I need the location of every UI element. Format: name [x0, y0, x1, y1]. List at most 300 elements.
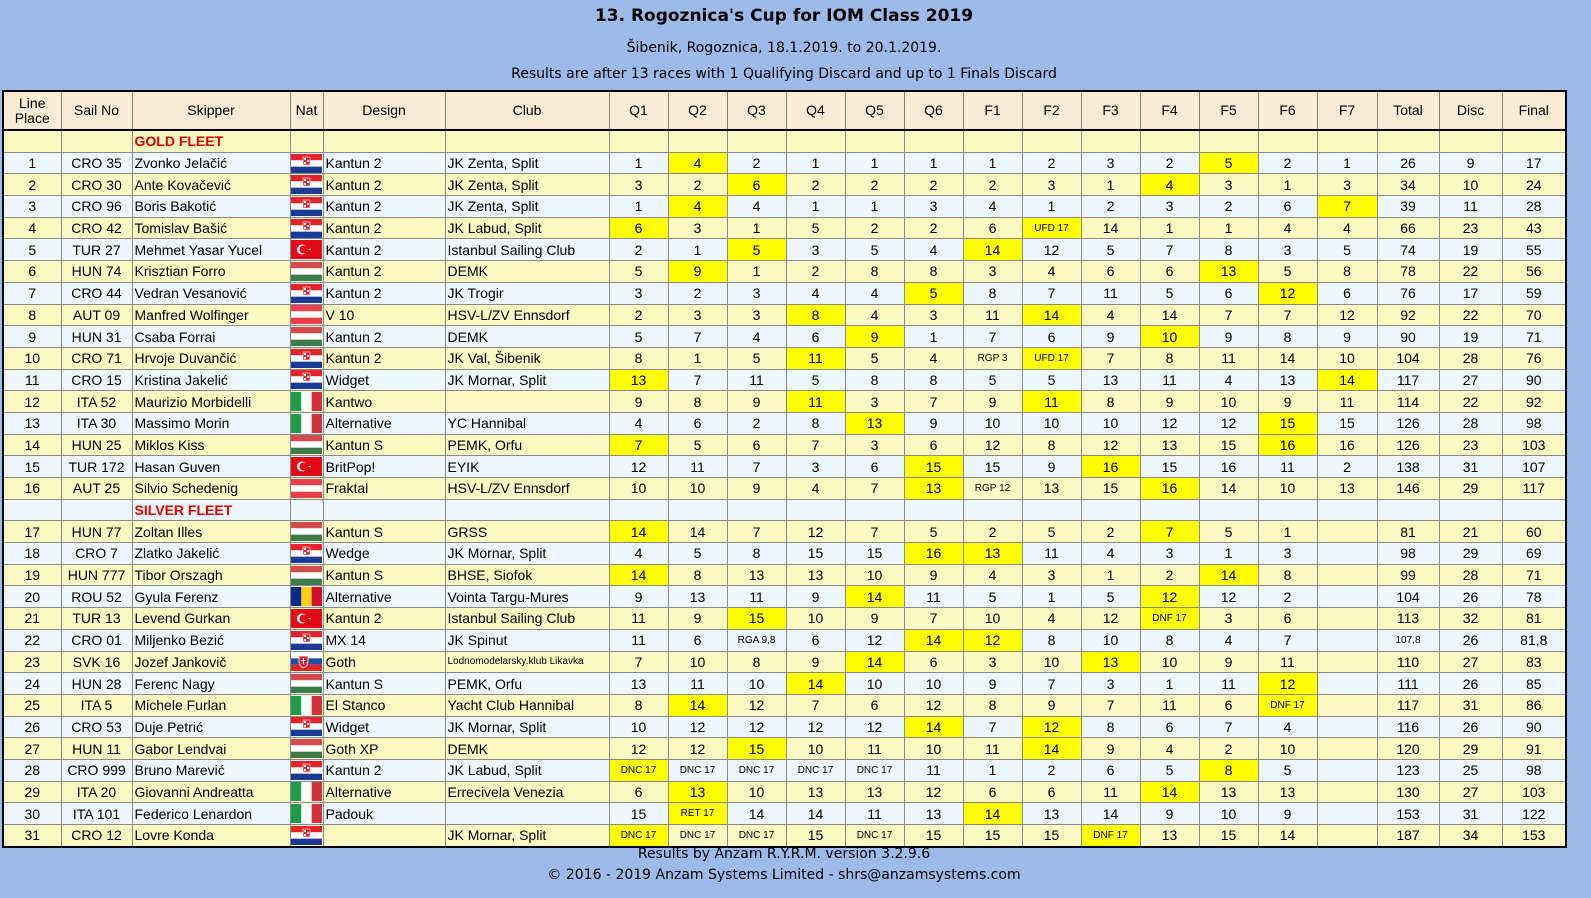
- boat-design: El Stanco: [323, 694, 445, 716]
- race-score-f4: 4: [1140, 738, 1199, 760]
- hungary-flag-icon: [291, 739, 322, 755]
- fleet-name: GOLD FLEET: [134, 133, 224, 150]
- column-header-q6: Q6: [904, 91, 963, 130]
- total-points: 126: [1377, 412, 1439, 434]
- race-score-f3: 12: [1081, 434, 1140, 456]
- race-score-q5: 14: [845, 586, 904, 608]
- race-score-f5: 15: [1199, 434, 1258, 456]
- result-row: [3, 543, 1566, 565]
- race-score-f7: 6: [1317, 282, 1377, 304]
- race-score-q3: 15: [727, 608, 786, 630]
- race-score-q5: 12: [845, 716, 904, 738]
- discard-points: 22: [1439, 261, 1502, 283]
- race-score-f1: 8: [963, 282, 1022, 304]
- race-score-f5: 12: [1199, 586, 1258, 608]
- boat-design: Kantun 2: [323, 326, 445, 348]
- race-score-f3: 6: [1081, 759, 1140, 781]
- nationality-flag: [290, 651, 323, 673]
- race-score-q1: 15: [609, 803, 668, 825]
- race-score-f3: 6: [1081, 261, 1140, 283]
- skipper-name: Giovanni Andreatta: [132, 781, 290, 803]
- race-score-f2: 12: [1022, 239, 1081, 261]
- final-points: 76: [1502, 347, 1566, 369]
- race-score-q6: 11: [904, 759, 963, 781]
- column-header-f5: F5: [1199, 91, 1258, 130]
- total-points: 26: [1377, 152, 1439, 174]
- race-score-f1: 13: [963, 543, 1022, 565]
- column-header-sail-no: Sail No: [61, 91, 132, 130]
- results-note: Results are after 13 races with 1 Qualifying Discard and up to 1 Finals Discard: [511, 66, 1057, 82]
- nationality-flag: [290, 564, 323, 586]
- sail-number: ROU 52: [61, 586, 132, 608]
- result-row: [3, 174, 1566, 196]
- empty-cell: [668, 499, 727, 521]
- race-score-f2: 5: [1022, 369, 1081, 391]
- nationality-flag: [290, 825, 323, 847]
- race-score-f1: 7: [963, 716, 1022, 738]
- sail-number: TUR 13: [61, 608, 132, 630]
- race-score-f3: 10: [1081, 629, 1140, 651]
- hungary-flag-icon: [291, 327, 322, 343]
- race-score-q3: 4: [727, 196, 786, 218]
- race-score-f3: 12: [1081, 608, 1140, 630]
- race-score-q5: 8: [845, 261, 904, 283]
- final-points: 98: [1502, 759, 1566, 781]
- boat-design: V 10: [323, 304, 445, 326]
- race-score-f5: 7: [1199, 716, 1258, 738]
- boat-design: Fraktal: [323, 478, 445, 500]
- empty-cell: [1502, 130, 1566, 152]
- race-score-f7: [1317, 825, 1377, 847]
- discard-points: 19: [1439, 239, 1502, 261]
- race-score-f7: [1317, 521, 1377, 543]
- sail-number: CRO 35: [61, 152, 132, 174]
- empty-cell: [786, 130, 845, 152]
- sail-number: CRO 71: [61, 347, 132, 369]
- race-score-q4: 9: [786, 586, 845, 608]
- race-score-q1: 13: [609, 673, 668, 695]
- fleet-name-cell: [132, 130, 290, 152]
- race-score-q2: 4: [668, 196, 727, 218]
- club-name: JK Labud, Split: [445, 759, 609, 781]
- club-name: [445, 803, 609, 825]
- race-score-f5: 3: [1199, 174, 1258, 196]
- race-score-q3: 2: [727, 152, 786, 174]
- race-score-q4: 10: [786, 608, 845, 630]
- race-score-f1: 6: [963, 781, 1022, 803]
- race-score-q2: DNC 17: [668, 759, 727, 781]
- race-score-q3: 4: [727, 326, 786, 348]
- empty-cell: [963, 130, 1022, 152]
- croatia-flag-icon: [291, 349, 322, 365]
- race-score-f3: 1: [1081, 174, 1140, 196]
- race-score-q1: 9: [609, 586, 668, 608]
- race-score-f3: 4: [1081, 543, 1140, 565]
- sail-number: HUN 11: [61, 738, 132, 760]
- race-score-f2: 14: [1022, 738, 1081, 760]
- race-score-q6: 10: [904, 673, 963, 695]
- column-header-f3: F3: [1081, 91, 1140, 130]
- race-score-q4: 11: [786, 391, 845, 413]
- club-name: PEMK, Orfu: [445, 434, 609, 456]
- empty-cell: [904, 499, 963, 521]
- final-points: 17: [1502, 152, 1566, 174]
- result-row: [3, 803, 1566, 825]
- race-score-q3: 1: [727, 217, 786, 239]
- total-points: 111: [1377, 673, 1439, 695]
- race-score-q5: 2: [845, 174, 904, 196]
- race-score-f5: 11: [1199, 673, 1258, 695]
- race-score-f2: 8: [1022, 434, 1081, 456]
- line-place: 17: [3, 521, 61, 543]
- race-score-q2: 7: [668, 326, 727, 348]
- race-score-f3: 11: [1081, 781, 1140, 803]
- race-score-q6: 8: [904, 369, 963, 391]
- final-points: 81: [1502, 608, 1566, 630]
- footer-copyright: © 2016 - 2019 Anzam Systems Limited - shrs@anzamsystems.com: [547, 867, 1021, 883]
- boat-design: Kantun 2: [323, 239, 445, 261]
- total-points: 104: [1377, 586, 1439, 608]
- empty-cell: [904, 130, 963, 152]
- discard-points: 26: [1439, 586, 1502, 608]
- nationality-flag: [290, 673, 323, 695]
- line-place: 20: [3, 586, 61, 608]
- race-score-q4: 12: [786, 716, 845, 738]
- race-score-f2: 5: [1022, 521, 1081, 543]
- club-name: BHSE, Siofok: [445, 564, 609, 586]
- boat-design: Kantun 2: [323, 261, 445, 283]
- line-place: 25: [3, 694, 61, 716]
- line-place: 12: [3, 391, 61, 413]
- empty-cell: [290, 130, 323, 152]
- sail-number: ITA 20: [61, 781, 132, 803]
- boat-design: [323, 825, 445, 847]
- boat-design: Kantun S: [323, 673, 445, 695]
- race-score-q5: 3: [845, 434, 904, 456]
- race-score-q6: 7: [904, 608, 963, 630]
- nationality-flag: [290, 543, 323, 565]
- race-score-q3: 2: [727, 412, 786, 434]
- column-header-total: Total: [1377, 91, 1439, 130]
- column-header-disc: Disc: [1439, 91, 1502, 130]
- club-name: DEMK: [445, 326, 609, 348]
- race-score-f4: 13: [1140, 434, 1199, 456]
- total-points: 114: [1377, 391, 1439, 413]
- discard-points: 26: [1439, 629, 1502, 651]
- final-points: 122: [1502, 803, 1566, 825]
- discard-points: 25: [1439, 759, 1502, 781]
- race-score-f6: 15: [1258, 412, 1317, 434]
- race-score-f6: 6: [1258, 608, 1317, 630]
- race-score-q5: 1: [845, 152, 904, 174]
- column-header-q3: Q3: [727, 91, 786, 130]
- final-points: 103: [1502, 434, 1566, 456]
- race-score-f7: 5: [1317, 239, 1377, 261]
- race-score-q3: DNC 17: [727, 825, 786, 847]
- race-score-q6: 8: [904, 261, 963, 283]
- nationality-flag: [290, 347, 323, 369]
- line-place: 18: [3, 543, 61, 565]
- skipper-name: Bruno Marević: [132, 759, 290, 781]
- race-score-q6: 7: [904, 391, 963, 413]
- result-row: [3, 261, 1566, 283]
- race-score-f5: 8: [1199, 239, 1258, 261]
- result-row: [3, 629, 1566, 651]
- race-score-f1: 3: [963, 651, 1022, 673]
- page-title: 13. Rogoznica's Cup for IOM Class 2019: [594, 6, 974, 26]
- race-score-q1: 1: [609, 196, 668, 218]
- race-score-q6: 4: [904, 239, 963, 261]
- final-points: 56: [1502, 261, 1566, 283]
- race-score-q1: 7: [609, 434, 668, 456]
- boat-design: Widget: [323, 369, 445, 391]
- boat-design: Widget: [323, 716, 445, 738]
- race-score-q3: 13: [727, 564, 786, 586]
- discard-points: 28: [1439, 412, 1502, 434]
- empty-cell: [61, 499, 132, 521]
- race-score-f7: 15: [1317, 412, 1377, 434]
- race-score-q1: 9: [609, 391, 668, 413]
- result-row: [3, 673, 1566, 695]
- result-row: [3, 521, 1566, 543]
- race-score-q4: 3: [786, 239, 845, 261]
- race-score-f6: 8: [1258, 564, 1317, 586]
- sail-number: ITA 101: [61, 803, 132, 825]
- empty-cell: [1377, 499, 1439, 521]
- discard-points: 32: [1439, 608, 1502, 630]
- result-row: [3, 586, 1566, 608]
- race-score-q5: 6: [845, 456, 904, 478]
- final-points: 153: [1502, 825, 1566, 847]
- croatia-flag-icon: [291, 197, 322, 213]
- race-score-f5: 14: [1199, 564, 1258, 586]
- empty-cell: [1022, 499, 1081, 521]
- race-score-f2: 3: [1022, 564, 1081, 586]
- race-score-f1: 2: [963, 174, 1022, 196]
- race-score-q3: 5: [727, 347, 786, 369]
- race-score-f7: 10: [1317, 347, 1377, 369]
- final-points: 43: [1502, 217, 1566, 239]
- sail-number: CRO 42: [61, 217, 132, 239]
- race-score-f4: 5: [1140, 759, 1199, 781]
- boat-design: Kantun 2: [323, 347, 445, 369]
- nationality-flag: [290, 326, 323, 348]
- empty-cell: [323, 130, 445, 152]
- boat-design: BritPop!: [323, 456, 445, 478]
- croatia-flag-icon: [291, 219, 322, 235]
- club-name: DEMK: [445, 261, 609, 283]
- total-points: 81: [1377, 521, 1439, 543]
- race-score-q3: 6: [727, 174, 786, 196]
- race-score-f3: 15: [1081, 478, 1140, 500]
- race-score-f2: 7: [1022, 673, 1081, 695]
- race-score-f6: 11: [1258, 651, 1317, 673]
- race-score-q6: 16: [904, 543, 963, 565]
- empty-cell: [61, 130, 132, 152]
- race-score-f1: 2: [963, 521, 1022, 543]
- race-score-f7: [1317, 716, 1377, 738]
- race-score-q2: 11: [668, 456, 727, 478]
- race-score-q1: 14: [609, 521, 668, 543]
- race-score-f5: 1: [1199, 217, 1258, 239]
- final-points: 59: [1502, 282, 1566, 304]
- croatia-flag-icon: [291, 175, 322, 191]
- line-place: 19: [3, 564, 61, 586]
- result-row: [3, 239, 1566, 261]
- sail-number: CRO 12: [61, 825, 132, 847]
- race-score-f3: 9: [1081, 326, 1140, 348]
- empty-cell: [290, 499, 323, 521]
- final-points: 86: [1502, 694, 1566, 716]
- discard-points: 27: [1439, 651, 1502, 673]
- race-score-f7: [1317, 759, 1377, 781]
- race-score-q5: 11: [845, 803, 904, 825]
- race-score-q5: 7: [845, 521, 904, 543]
- race-score-f3: 14: [1081, 217, 1140, 239]
- race-score-f7: 11: [1317, 391, 1377, 413]
- race-score-q3: 7: [727, 521, 786, 543]
- club-name: JK Labud, Split: [445, 217, 609, 239]
- column-header-club: Club: [445, 91, 609, 130]
- race-score-q5: 15: [845, 543, 904, 565]
- race-score-q5: 1: [845, 196, 904, 218]
- race-score-f4: 2: [1140, 564, 1199, 586]
- race-score-q3: DNC 17: [727, 759, 786, 781]
- race-score-f7: 4: [1317, 217, 1377, 239]
- race-score-q4: 9: [786, 651, 845, 673]
- race-score-f6: 14: [1258, 825, 1317, 847]
- nationality-flag: [290, 282, 323, 304]
- fleet-name: SILVER FLEET: [134, 502, 233, 519]
- race-score-q1: 14: [609, 564, 668, 586]
- skipper-name: Manfred Wolfinger: [132, 304, 290, 326]
- race-score-q4: 4: [786, 282, 845, 304]
- sail-number: HUN 77: [61, 521, 132, 543]
- race-score-f2: 14: [1022, 304, 1081, 326]
- line-place: 8: [3, 304, 61, 326]
- race-score-q2: 11: [668, 673, 727, 695]
- race-score-q6: 2: [904, 217, 963, 239]
- race-score-q1: DNC 17: [609, 759, 668, 781]
- race-score-q5: 5: [845, 239, 904, 261]
- club-name: HSV-L/ZV Ennsdorf: [445, 304, 609, 326]
- discard-points: 29: [1439, 543, 1502, 565]
- sail-number: ITA 52: [61, 391, 132, 413]
- result-row: [3, 369, 1566, 391]
- boat-design: Wedge: [323, 543, 445, 565]
- boat-design: Kantun 2: [323, 759, 445, 781]
- race-score-f2: 9: [1022, 456, 1081, 478]
- turkey-flag-icon: [291, 609, 322, 625]
- skipper-name: Hasan Guven: [132, 456, 290, 478]
- race-score-f4: 8: [1140, 347, 1199, 369]
- result-row: [3, 716, 1566, 738]
- empty-cell: [786, 499, 845, 521]
- race-score-f6: 8: [1258, 326, 1317, 348]
- race-score-q1: 10: [609, 478, 668, 500]
- total-points: 113: [1377, 608, 1439, 630]
- race-score-f6: 2: [1258, 586, 1317, 608]
- race-score-q4: 1: [786, 196, 845, 218]
- race-score-q4: 2: [786, 174, 845, 196]
- race-score-f4: 12: [1140, 412, 1199, 434]
- boat-design: Kantun 2: [323, 174, 445, 196]
- race-score-f5: 1: [1199, 543, 1258, 565]
- race-score-q6: 1: [904, 326, 963, 348]
- final-points: 60: [1502, 521, 1566, 543]
- boat-design: Kantwo: [323, 391, 445, 413]
- race-score-q5: 12: [845, 629, 904, 651]
- boat-design: Goth XP: [323, 738, 445, 760]
- total-points: 34: [1377, 174, 1439, 196]
- column-header-f4: F4: [1140, 91, 1199, 130]
- race-score-f1: 5: [963, 369, 1022, 391]
- line-place: 10: [3, 347, 61, 369]
- hungary-flag-icon: [291, 262, 322, 278]
- race-score-q6: 2: [904, 174, 963, 196]
- result-row: [3, 825, 1566, 847]
- race-score-f2: 1: [1022, 196, 1081, 218]
- total-points: 123: [1377, 759, 1439, 781]
- race-score-f5: 11: [1199, 347, 1258, 369]
- race-score-f4: 7: [1140, 239, 1199, 261]
- race-score-q4: 12: [786, 521, 845, 543]
- race-score-f1: 10: [963, 412, 1022, 434]
- race-score-q4: 8: [786, 304, 845, 326]
- race-score-q3: 3: [727, 282, 786, 304]
- race-score-q6: 14: [904, 716, 963, 738]
- race-score-q6: 9: [904, 564, 963, 586]
- race-score-f7: [1317, 564, 1377, 586]
- race-score-f6: 13: [1258, 369, 1317, 391]
- sail-number: HUN 28: [61, 673, 132, 695]
- race-score-f7: [1317, 738, 1377, 760]
- italy-flag-icon: [291, 696, 322, 712]
- skipper-name: Ante Kovačević: [132, 174, 290, 196]
- race-score-f5: 9: [1199, 326, 1258, 348]
- total-points: 110: [1377, 651, 1439, 673]
- race-score-f5: 6: [1199, 282, 1258, 304]
- race-score-q1: 5: [609, 261, 668, 283]
- turkey-flag-icon: [291, 457, 322, 473]
- race-score-q3: 15: [727, 738, 786, 760]
- empty-cell: [1439, 130, 1502, 152]
- empty-cell: [609, 499, 668, 521]
- race-score-f1: 4: [963, 564, 1022, 586]
- final-points: 117: [1502, 478, 1566, 500]
- austria-flag-icon: [291, 479, 322, 495]
- race-score-f4: 11: [1140, 694, 1199, 716]
- final-points: 90: [1502, 716, 1566, 738]
- race-score-q2: 12: [668, 716, 727, 738]
- austria-flag-icon: [291, 306, 322, 322]
- boat-design: Goth: [323, 651, 445, 673]
- result-row: [3, 304, 1566, 326]
- race-score-f1: 9: [963, 391, 1022, 413]
- discard-points: 28: [1439, 564, 1502, 586]
- race-score-f7: [1317, 651, 1377, 673]
- race-score-q5: 5: [845, 347, 904, 369]
- line-place: 21: [3, 608, 61, 630]
- race-score-f4: 14: [1140, 304, 1199, 326]
- discard-points: 27: [1439, 781, 1502, 803]
- race-score-q4: 6: [786, 629, 845, 651]
- race-score-f6: 9: [1258, 391, 1317, 413]
- race-score-f5: 16: [1199, 456, 1258, 478]
- race-score-f4: 13: [1140, 825, 1199, 847]
- race-score-q4: 15: [786, 543, 845, 565]
- race-score-q2: 8: [668, 564, 727, 586]
